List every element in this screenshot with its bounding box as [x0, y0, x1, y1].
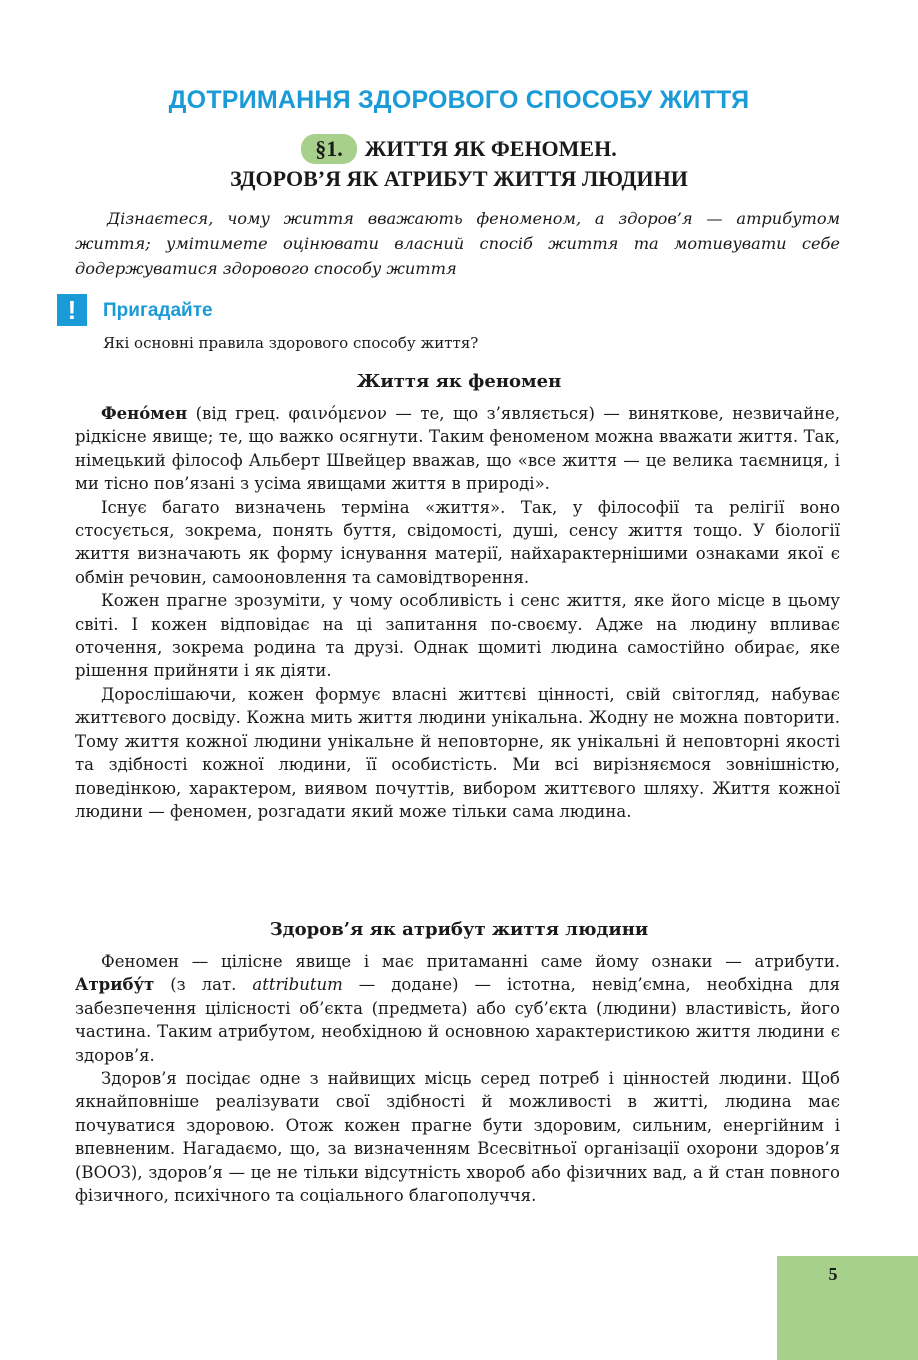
remember-question: Які основні правила здорового способу життя?	[103, 334, 479, 352]
page-number: 5	[828, 1264, 838, 1284]
section-intro: Дізнаєтеся, чому життя вважають феноменом, а здоров’я — атрибутом життя; умітимете оцінювати власний спосіб життя та мотивувати себе додержуватися здорового способу життя	[75, 209, 840, 278]
section-title-line1	[0, 134, 918, 164]
latin-term: attributum	[252, 975, 343, 995]
paragraph: Кожен прагне зрозуміти, у чому особливість і сенс життя, яке його місце в цьому світі. І кожен відповідає на ці запитання по-своєму. Адже на людину впливає оточення, зокрема родина та друзі. Однак щомиті людина самостійно обирає, яке рішення прийняти і як діяти.	[75, 591, 840, 681]
section-title-text: ЖИТТЯ ЯК ФЕНОМЕН.	[364, 136, 617, 161]
section-title-line2: ЗДОРОВ’Я ЯК АТРИБУТ ЖИТТЯ ЛЮДИНИ	[230, 166, 688, 191]
paragraph	[75, 950, 840, 1067]
term-attribute: Атрибу́т	[75, 975, 155, 995]
subheading-health-attribute: Здоров’я як атрибут життя людини	[269, 919, 649, 940]
remember-title: Пригадайте	[103, 300, 213, 321]
exclamation-icon: !	[57, 294, 87, 326]
chapter-title: ДОТРИМАННЯ ЗДОРОВОГО СПОСОБУ ЖИТТЯ	[168, 86, 750, 114]
term-phenomenon: Фено́мен	[101, 404, 188, 423]
paragraph-text: — додане) — істотна, невід’ємна, необхідна для забезпечення цілісності об’єкта (предмета) або суб’єкта (людини) властивість, його частина. Таким атрибутом, необхідною й основною характеристикою життя людини є здоров’я.	[75, 975, 840, 1065]
paragraph: Здоров’я посідає одне з найвищих місць серед потреб і цінностей людини. Щоб якнайповніше реалізувати свої здібності й можливості в житті, людина має почуватися здоровою. Отож кожен прагне бути здоровим, сильним, енергійним і впевненим. Нагадаємо, що, за визначенням Всесвітньої організації охорони здоров’я (ВООЗ), здоров’я — це не тільки відсутність хвороб або фізичних вад, а й стан повного фізичного, психічного та соціального благополуччя.	[75, 1069, 840, 1206]
paragraph-text: (з лат.	[154, 975, 253, 995]
paragraph: Існує багато визначень терміна «життя». Так, у філософії та релігії воно стосується, зокрема, понять буття, свідомості, душі, сенсу життя тощо. У біології життя визначають як форму існування матерії, найхарактернішими ознаками якої є обмін речовин, самооновлення та самовідтворення.	[75, 497, 840, 587]
section-number-badge: §1.	[301, 134, 357, 164]
page-number-tab	[777, 1256, 918, 1360]
paragraph: Дорослішаючи, кожен формує власні життєві цінності, свій світогляд, набуває життєвого досвіду. Кожна мить життя людини унікальна. Жодну не можна повторити. Тому життя кожної людини унікальне й неповторне, як унікальні й неповторні якості та здібності кожної людини, її особистість. Ми всі вирізняємося зовнішністю, поведінкою, характером, виявом почуттів, вибором життєвого шляху. Життя кожної людини — феномен, розгадати який може тільки сама людина.	[75, 684, 840, 821]
paragraph-text: Феномен — цілісне явище і має притаманні саме йому ознаки — атрибути.	[101, 952, 840, 971]
paragraph-text: (від грец. φαινόμενον — те, що з’являється) — виняткове, незвичайне, рідкісне явище; те, що важко осягнути. Таким феноменом можна вважати життя. Так, німецький філософ Альберт Швейцер вважав, що «все життя — це велика таємниця, і ми тісно пов’язані з усіма явищами життя в природі».	[75, 404, 840, 494]
section2-body	[75, 950, 840, 1207]
paragraph	[75, 402, 840, 496]
subheading-life-phenomenon: Життя як феномен	[356, 371, 562, 392]
section-heading	[0, 134, 918, 194]
section1-body	[75, 402, 840, 823]
